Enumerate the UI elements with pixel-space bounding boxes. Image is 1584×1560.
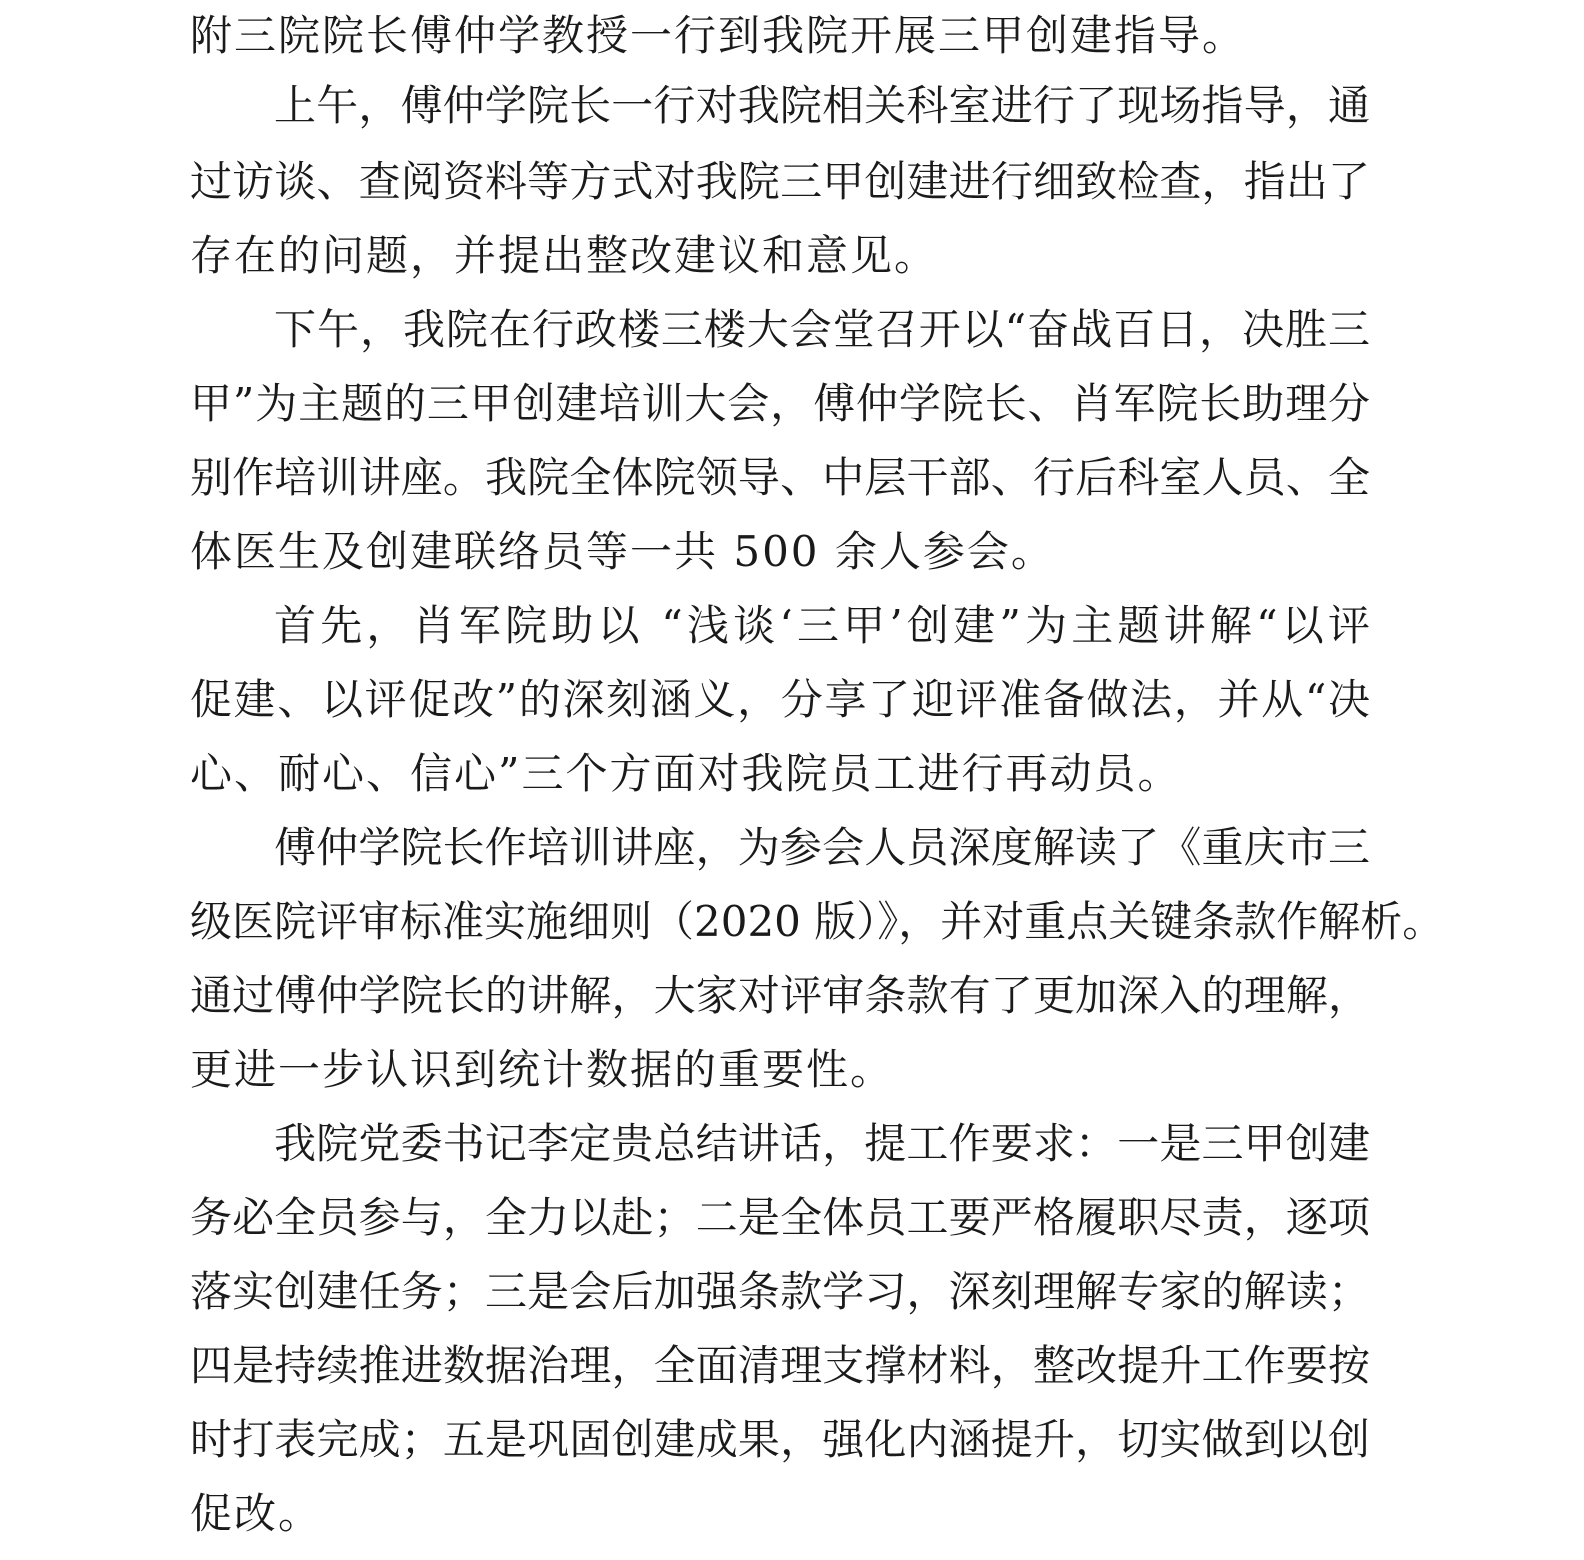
text-line: 甲”为主题的三甲创建培训大会，傅仲学院长、肖军院长助理分 xyxy=(190,379,1370,428)
text-line: 首先，肖军院助以 “浅谈‘三甲’创建”为主题讲解“以评 xyxy=(274,601,1370,650)
text-line: 附三院院长傅仲学教授一行到我院开展三甲创建指导。 xyxy=(190,11,1247,60)
text-line: 过访谈、查阅资料等方式对我院三甲创建进行细致检查，指出了 xyxy=(190,157,1370,206)
text-line: 心、耐心、信心”三个方面对我院员工进行再动员。 xyxy=(190,749,1182,798)
text-line: 上午，傅仲学院长一行对我院相关科室进行了现场指导，通 xyxy=(274,81,1370,130)
text-line: 存在的问题，并提出整改建议和意见。 xyxy=(190,231,939,280)
text-line: 别作培训讲座。我院全体院领导、中层干部、行后科室人员、全 xyxy=(190,453,1370,502)
text-line: 我院党委书记李定贵总结讲话，提工作要求：一是三甲创建 xyxy=(274,1119,1370,1168)
text-line: 务必全员参与，全力以赴；二是全体员工要严格履职尽责，逐项 xyxy=(190,1193,1370,1242)
text-line: 下午，我院在行政楼三楼大会堂召开以“奋战百日，决胜三 xyxy=(274,305,1370,354)
text-line: 促建、以评促改”的深刻涵义，分享了迎评准备做法，并从“决 xyxy=(190,675,1370,724)
text-line: 傅仲学院长作培训讲座，为参会人员深度解读了《重庆市三 xyxy=(274,823,1370,872)
text-line: 体医生及创建联络员等一共 500 余人参会。 xyxy=(190,527,1055,576)
text-line: 时打表完成；五是巩固创建成果，强化内涵提升，切实做到以创 xyxy=(190,1415,1370,1464)
text-line: 级医院评审标准实施细则（2020 版）》，并对重点关键条款作解析。 xyxy=(190,897,1445,946)
text-line: 四是持续推进数据治理，全面清理支撑材料，整改提升工作要按 xyxy=(190,1341,1370,1390)
text-line: 落实创建任务；三是会后加强条款学习，深刻理解专家的解读； xyxy=(190,1267,1370,1316)
text-line: 通过傅仲学院长的讲解，大家对评审条款有了更加深入的理解， xyxy=(190,971,1370,1020)
text-line: 更进一步认识到统计数据的重要性。 xyxy=(190,1045,895,1094)
text-line: 促改。 xyxy=(190,1489,323,1538)
document-page xyxy=(190,0,1445,1560)
